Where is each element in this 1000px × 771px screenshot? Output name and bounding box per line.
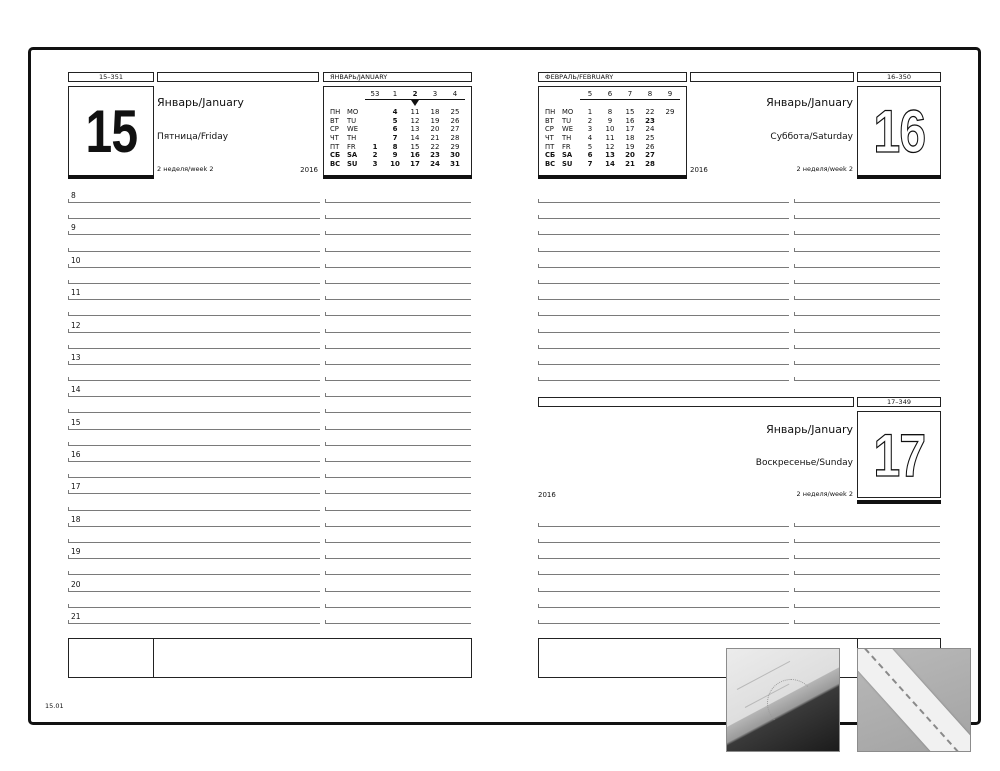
calendar-day: 8 [607,108,613,116]
date-number-box [857,86,941,176]
ruled-line [538,267,789,268]
ruled-line [325,591,471,592]
ruled-line [68,542,320,543]
calendar-day: 10 [390,160,400,168]
date-number: 16 [873,98,925,165]
photo-dotted-arc [767,679,815,727]
ruled-line [538,542,789,543]
ruled-line [68,396,320,397]
calendar-underline-bar [323,175,472,179]
calendar-day: 23 [430,151,440,159]
calendar-weekday-ru: ВС [545,160,556,168]
ruled-line [794,315,940,316]
calendar-day: 10 [605,125,615,133]
ruled-line [538,591,789,592]
calendar-day: 3 [587,125,593,133]
ruled-line [794,348,940,349]
calendar-day: 20 [625,151,635,159]
calendar-weekday-en: SA [562,151,573,159]
ruled-line [325,477,471,478]
ruled-line [68,461,320,462]
hour-label: 21 [71,612,81,621]
photo-thumbnail-book-corner [726,648,840,752]
ruled-line [68,364,320,365]
calendar-day: 5 [587,143,593,151]
date-number: 17 [873,422,925,489]
month-label: Январь/January [766,96,853,109]
hour-label: 14 [71,385,81,394]
calendar-day: 19 [625,143,635,151]
calendar-day: 15 [625,108,635,116]
ruled-line [325,461,471,462]
calendar-day: 27 [645,151,655,159]
ruled-line [68,429,320,430]
calendar-header-rule [580,99,680,100]
ruled-line [538,607,789,608]
ruled-line [794,607,940,608]
ruled-line [794,332,940,333]
calendar-day: 11 [410,108,420,116]
weekday-label: Воскресенье/Sunday [755,458,853,468]
calendar-month-header: ФЕВРАЛЬ/FEBRUARY [538,72,687,82]
calendar-weekday-ru: ПТ [545,143,555,151]
calendar-day: 15 [410,143,420,151]
hour-label: 11 [71,288,81,297]
calendar-week-number: 7 [627,90,633,98]
hour-label: 10 [71,256,81,265]
ruled-line [68,202,320,203]
calendar-day: 27 [450,125,460,133]
calendar-day: 2 [587,117,593,125]
calendar-day: 13 [410,125,420,133]
ruled-line [325,364,471,365]
calendar-day: 28 [645,160,655,168]
ruled-line [325,251,471,252]
mini-calendar-january [323,86,472,176]
calendar-week-number: 53 [370,90,380,98]
calendar-week-number: 6 [607,90,613,98]
day-code-box: 15–351 [68,72,154,82]
page-number: 15.01 [45,702,64,710]
weekday-label: Пятница/Friday [157,132,229,142]
ruled-line [794,542,940,543]
ruled-line [325,510,471,511]
calendar-weekday-en: TU [347,117,357,125]
week-number-label: 2 неделя/week 2 [157,165,214,173]
hour-label: 20 [71,580,81,589]
calendar-weekday-en: MO [347,108,359,116]
calendar-day: 9 [392,151,398,159]
blank-header-box [157,72,319,82]
calendar-weekday-ru: ПТ [330,143,340,151]
calendar-day: 24 [645,125,655,133]
ruled-line [538,380,789,381]
ruled-line [325,445,471,446]
ruled-line [794,283,940,284]
calendar-day: 20 [430,125,440,133]
calendar-weekday-en: SA [347,151,358,159]
calendar-day: 12 [410,117,420,125]
calendar-weekday-ru: ЧТ [545,134,554,142]
calendar-day: 2 [372,151,378,159]
ruled-line [68,574,320,575]
hour-label: 17 [71,482,81,491]
calendar-week-number: 8 [647,90,653,98]
calendar-day: 5 [392,117,398,125]
calendar-day: 17 [625,125,635,133]
calendar-weekday-ru: ВТ [545,117,554,125]
hour-label: 9 [71,223,76,232]
ruled-line [68,412,320,413]
ruled-line [325,315,471,316]
calendar-header-rule [365,99,465,100]
ruled-line [794,218,940,219]
week-number-label: 2 неделя/week 2 [796,490,853,498]
calendar-week-number: 2 [412,90,418,98]
notes-box-divider [153,639,154,677]
hour-label: 13 [71,353,81,362]
ruled-line [68,218,320,219]
notes-box [68,638,472,678]
calendar-day: 12 [605,143,615,151]
calendar-weekday-ru: ВТ [330,117,339,125]
ruled-line [68,315,320,316]
ruled-line [538,623,789,624]
calendar-day: 21 [430,134,440,142]
calendar-day: 17 [410,160,420,168]
hour-label: 19 [71,547,81,556]
calendar-day: 23 [645,117,655,125]
ruled-line [325,267,471,268]
ruled-line [794,591,940,592]
calendar-weekday-ru: СР [545,125,554,133]
calendar-day: 19 [430,117,440,125]
date-number: 15 [85,98,137,165]
calendar-weekday-ru: ЧТ [330,134,339,142]
calendar-weekday-ru: СБ [330,151,341,159]
calendar-day: 8 [392,143,398,151]
ruled-line [325,396,471,397]
month-label: Январь/January [157,96,244,109]
date-number-box [857,411,941,498]
year-label: 2016 [690,166,708,174]
ruled-line [794,299,940,300]
calendar-day: 28 [450,134,460,142]
calendar-day: 4 [587,134,593,142]
ruled-line [794,526,940,527]
calendar-day: 21 [625,160,635,168]
calendar-weekday-ru: ПН [545,108,556,116]
ruled-line [538,218,789,219]
calendar-day: 11 [605,134,615,142]
ruled-line [68,234,320,235]
mini-calendar-february [538,86,687,176]
calendar-weekday-en: FR [347,143,356,151]
ruled-line [325,283,471,284]
ruled-line [325,348,471,349]
calendar-weekday-ru: ВС [330,160,341,168]
calendar-day: 24 [430,160,440,168]
calendar-weekday-ru: ПН [330,108,341,116]
calendar-day: 26 [645,143,655,151]
day-code-box: 16–350 [857,72,941,82]
month-label: Январь/January [766,423,853,436]
ruled-line [325,607,471,608]
calendar-day: 31 [450,160,460,168]
calendar-day: 26 [450,117,460,125]
calendar-day: 25 [645,134,655,142]
calendar-month-header: ЯНВАРЬ/JANUARY [323,72,472,82]
date-underline-bar [857,175,941,179]
calendar-weekday-en: TH [347,134,357,142]
ruled-line [325,332,471,333]
ruled-line [538,348,789,349]
ruled-line [68,526,320,527]
year-label: 2016 [300,166,318,174]
ruled-line [325,623,471,624]
hour-label: 12 [71,321,81,330]
ruled-line [794,380,940,381]
blank-header-box [690,72,854,82]
calendar-day: 13 [605,151,615,159]
ruled-line [794,364,940,365]
ruled-line [68,267,320,268]
calendar-day: 6 [587,151,593,159]
calendar-weekday-en: SU [347,160,358,168]
ruled-line [538,526,789,527]
ruled-line [325,574,471,575]
ruled-line [794,558,940,559]
ruled-line [325,218,471,219]
calendar-day: 3 [372,160,378,168]
ruled-line [68,510,320,511]
photo-thumbnail-ribbon-bookmark [857,648,971,752]
ruled-line [325,526,471,527]
calendar-day: 29 [665,108,675,116]
calendar-weekday-en: SU [562,160,573,168]
calendar-weekday-en: TH [562,134,572,142]
calendar-weekday-en: TU [562,117,572,125]
ruled-line [68,332,320,333]
calendar-day: 30 [450,151,460,159]
ruled-line [68,299,320,300]
blank-header-box [538,397,854,407]
ruled-line [794,202,940,203]
calendar-day: 1 [587,108,593,116]
calendar-underline-bar [538,175,687,179]
ruled-line [68,493,320,494]
date-underline-bar [68,175,154,179]
calendar-day: 16 [410,151,420,159]
hour-label: 15 [71,418,81,427]
hour-label: 8 [71,191,76,200]
calendar-weekday-en: WE [347,125,359,133]
ruled-line [538,364,789,365]
calendar-day: 18 [430,108,440,116]
calendar-day: 29 [450,143,460,151]
ruled-line [538,299,789,300]
calendar-day: 9 [607,117,613,125]
ruled-line [538,315,789,316]
ruled-line [68,348,320,349]
calendar-day: 1 [372,143,378,151]
date-underline-bar [857,500,941,504]
ruled-line [794,623,940,624]
calendar-day: 7 [587,160,593,168]
photo-ribbon [857,648,971,752]
ruled-line [325,429,471,430]
calendar-week-number: 3 [432,90,438,98]
calendar-day: 4 [392,108,398,116]
ruled-line [538,332,789,333]
calendar-weekday-en: MO [562,108,574,116]
ruled-line [325,558,471,559]
ruled-line [325,234,471,235]
ruled-line [325,380,471,381]
calendar-day: 18 [625,134,635,142]
ruled-line [538,234,789,235]
calendar-weekday-ru: СР [330,125,339,133]
ruled-line [325,299,471,300]
ruled-line [68,251,320,252]
calendar-week-number: 5 [587,90,593,98]
calendar-day: 14 [605,160,615,168]
ruled-line [68,591,320,592]
calendar-day: 14 [410,134,420,142]
calendar-day: 22 [430,143,440,151]
ruled-line [68,607,320,608]
calendar-day: 7 [392,134,398,142]
ruled-line [68,477,320,478]
ruled-line [68,558,320,559]
ruled-line [538,251,789,252]
ruled-line [325,202,471,203]
hour-label: 18 [71,515,81,524]
year-label: 2016 [538,491,556,499]
ruled-line [68,445,320,446]
calendar-day: 16 [625,117,635,125]
calendar-weekday-ru: СБ [545,151,556,159]
ruled-line [794,267,940,268]
ruled-line [68,380,320,381]
ruled-line [538,558,789,559]
calendar-weekday-en: WE [562,125,574,133]
calendar-day: 6 [392,125,398,133]
ruled-line [68,283,320,284]
calendar-week-number: 9 [667,90,673,98]
ruled-line [538,283,789,284]
calendar-weekday-en: FR [562,143,571,151]
ruled-line [538,574,789,575]
calendar-week-number: 4 [452,90,458,98]
day-code-box: 17–349 [857,397,941,407]
ruled-line [794,574,940,575]
current-week-marker [411,100,419,106]
ruled-line [538,202,789,203]
ruled-line [68,623,320,624]
ruled-line [325,412,471,413]
date-number-box [68,86,154,176]
ruled-line [794,251,940,252]
weekday-label: Суббота/Saturday [770,132,853,142]
calendar-week-number: 1 [392,90,398,98]
ruled-line [794,234,940,235]
week-number-label: 2 неделя/week 2 [796,165,853,173]
ruled-line [325,542,471,543]
hour-label: 16 [71,450,81,459]
ruled-line [325,493,471,494]
calendar-day: 25 [450,108,460,116]
calendar-day: 22 [645,108,655,116]
